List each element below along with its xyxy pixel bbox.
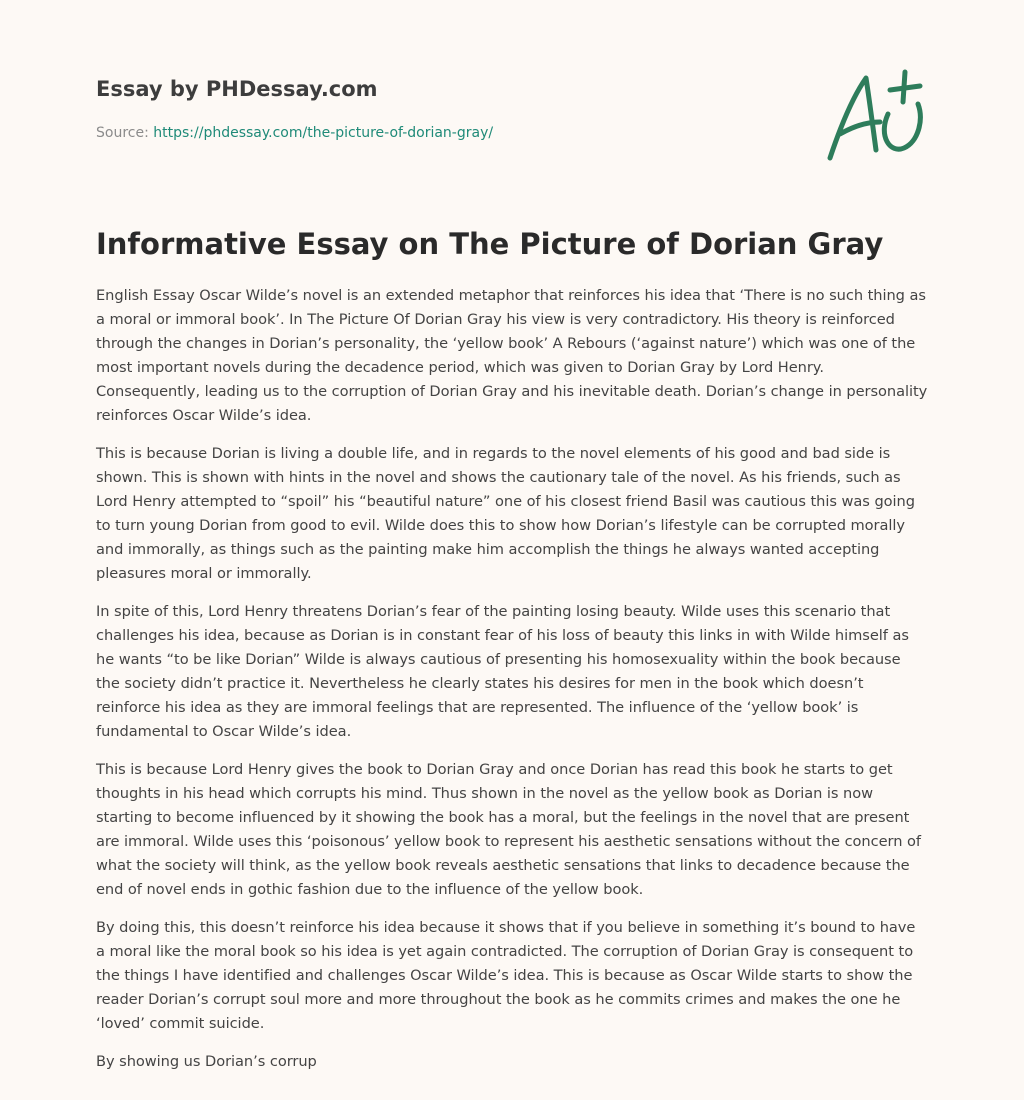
logo-a-stroke: [830, 78, 876, 158]
paragraph: In spite of this, Lord Henry threatens Dorian’s fear of the painting losing beauty. Wilde uses this scenario that challenges his idea, because as Dorian is in constant fear of his loss of beauty this links in with Wilde himself as he wants “to be like Dorian” Wilde is always cautious of presenting his homosexuality within the book because the society didn’t practice it. Nevertheless he clearly states his desires for men in the book which doesn’t reinforce his idea as they are immoral feelings that are represented. The influence of the ‘yellow book’ is fundamental to Oscar Wilde’s idea.: [96, 603, 909, 740]
paragraph: English Essay Oscar Wilde’s novel is an extended metaphor that reinforces his idea that ‘There is no such thing as a moral or immoral book’. In The Picture Of Dorian Gray his view is very contradictory. His theory is reinforced through the changes in Dorian’s personality, the ‘yellow book’ A Rebours (‘against nature’) which was one of the most important novels during the decadence period, which was given to Dorian Gray by Lord Henry. Consequently, leading us to the corruption of Dorian Gray and his inevitable death. Dorian’s change in personality reinforces Oscar Wilde’s idea.: [96, 287, 928, 424]
article-body: [96, 284, 928, 1088]
paragraph: This is because Lord Henry gives the book to Dorian Gray and once Dorian has read this book he starts to get thoughts in his head which corrupts his mind. Thus shown in the novel as the yellow book as Dorian is now starting to become influenced by it showing the book has a moral, but the feelings in the novel that are present are immoral. Wilde uses this ‘poisonous’ yellow book to represent his aesthetic sensations without the concern of what the society will think, as the yellow book reveals aesthetic sensations that links to decadence because the end of novel ends in gothic fashion due to the influence of the yellow book.: [96, 761, 921, 898]
brand-title: Essay by PHDessay.com: [96, 77, 378, 101]
source-line: [96, 123, 796, 143]
source-label: Source:: [96, 125, 154, 141]
paragraph: By showing us Dorian’s corrup: [96, 1053, 317, 1070]
paragraph: This is because Dorian is living a double life, and in regards to the novel elements of his good and bad side is shown. This is shown with hints in the novel and shows the cautionary tale of the novel. As his friends, such as Lord Henry attempted to “spoil” his “beautiful nature” one of his closest friend Basil was cautious this was going to turn young Dorian from good to evil. Wilde does this to show how Dorian’s lifestyle can be corrupted morally and immorally, as things such as the painting make him accomplish the things he always wanted accepting pleasures moral or immorally.: [96, 445, 915, 582]
logo-plus-horizontal: [890, 86, 920, 90]
page-header: [96, 74, 796, 143]
logo-swoosh: [884, 104, 920, 149]
source-link[interactable]: https://phdessay.com/the-picture-of-dorian-gray/: [153, 125, 494, 141]
article-title: Informative Essay on The Picture of Dorian Gray: [96, 227, 884, 261]
a-plus-logo-icon: [820, 66, 930, 166]
paragraph: By doing this, this doesn’t reinforce his idea because it shows that if you believe in something it’s bound to have a moral like the moral book so his idea is yet again contradicted. The corruption of Dorian Gray is consequent to the things I have identified and challenges Oscar Wilde’s idea. This is because as Oscar Wilde starts to show the reader Dorian’s corrupt soul more and more throughout the book as he commits crimes and makes the one he ‘loved’ commit suicide.: [96, 919, 916, 1032]
